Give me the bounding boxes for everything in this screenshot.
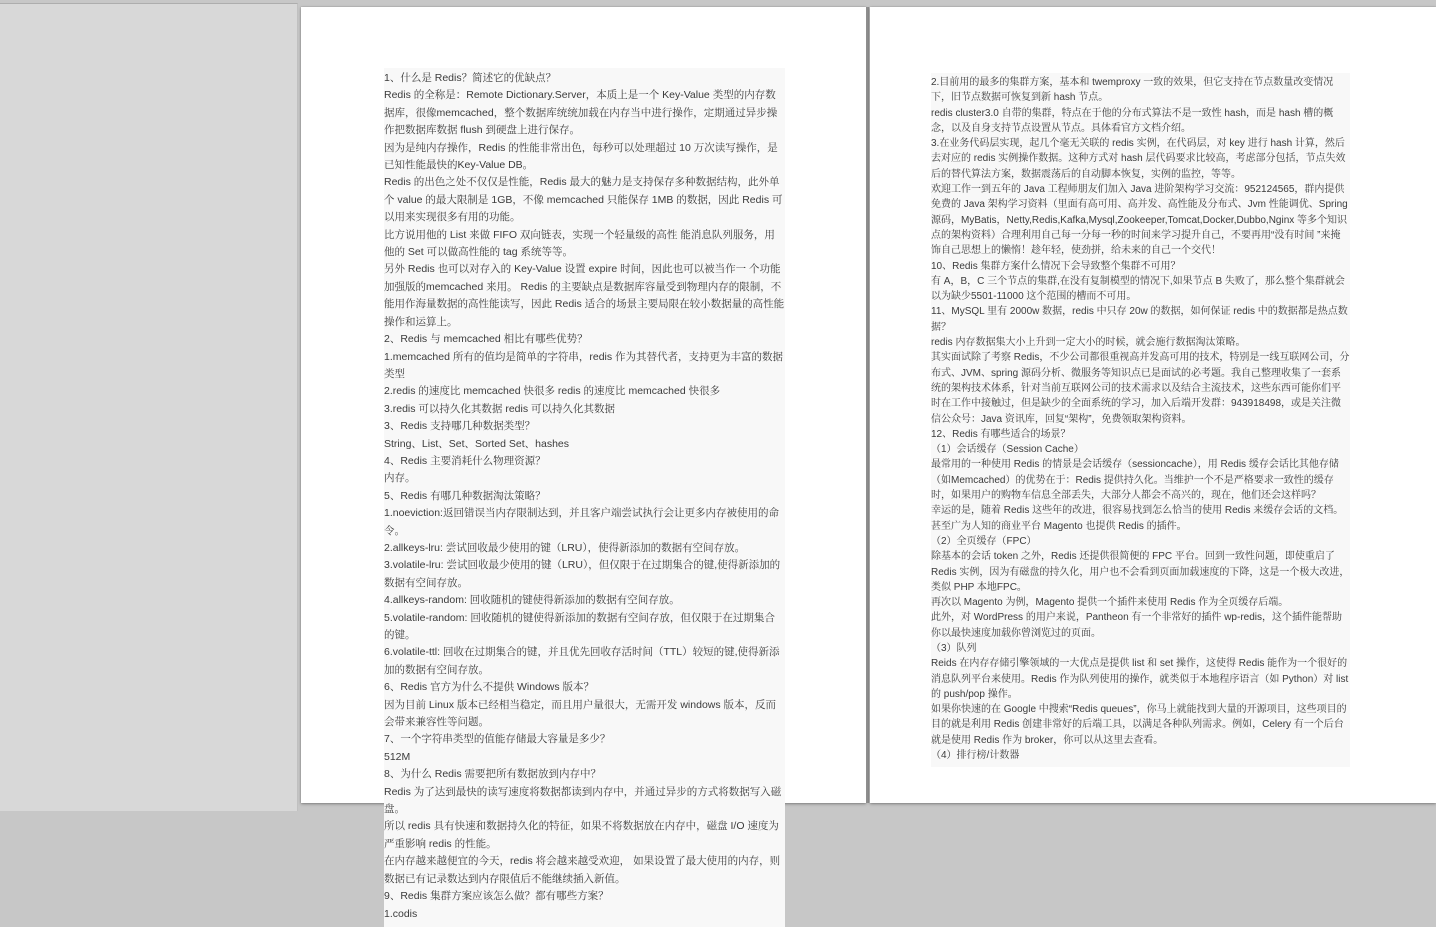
paragraph: （1）会话缓存（Session Cache） xyxy=(931,444,1084,456)
paragraph: 如果你快速的在 Google 中搜索“Redis queues”，你马上就能找到大量的开源项目，这些项目的目的就是利用 Redis 创建非常好的后端工具，以满足各种队列需求。例如，Celery 有一个后台就是使用 Redis 作为 broker，你可以从这里去查看。 xyxy=(931,704,1347,746)
paragraph: 1.noeviction:返回错误当内存限制达到，并且客户端尝试执行会让更多内存被使用的命令。 xyxy=(384,507,779,537)
paragraph: 1.memcached 所有的值均是简单的字符串，redis 作为其替代者，支持更为丰富的数据类型 xyxy=(384,350,784,380)
paragraph: 2、Redis 与 memcached 相比有哪些优势？ xyxy=(384,333,588,346)
page-divider xyxy=(866,7,869,803)
paragraph: 4、Redis 主要消耗什么物理资源？ xyxy=(384,454,546,467)
document-page-1[interactable] xyxy=(301,7,866,920)
paragraph: 欢迎工作一到五年的 Java 工程师朋友们加入 Java 进阶架构学习交流：952124565，群内提供免费的 Java 架构学习资料（里面有高可用、高并发、高性能及分布式、Jvm 性能调优、Spring 源码，MyBatis，Netty,Redis,Kafka,Mysql,Zookeeper,Tomcat,Docker,Dubbo,Nginx 等多个知识点的架构资料）合理利用自己每一分每一秒的时间来学习提升自己，不要再用“没有时间 ”来掩饰自己思想上的懒惰！趁年轻，使劲拼，给未来的自己一个交代！ xyxy=(931,184,1351,257)
paragraph: Redis 的出色之处不仅仅是性能，Redis 最大的魅力是支持保存多种数据结构，此外单个 value 的最大限制是 1GB，不像 memcached 只能保存 1MB 的数据，因此 Redis 可以用来实现很多有用的功能。 xyxy=(384,176,783,224)
paragraph: 5、Redis 有哪几种数据淘汰策略？ xyxy=(384,489,546,502)
paragraph: 3.volatile-lru: 尝试回收最少使用的键（LRU），但仅限于在过期集合的键,使得新添加的数据有空间存放。 xyxy=(384,559,781,589)
paragraph: Reids 在内存存储引擎领域的一大优点是提供 list 和 set 操作，这使得 Redis 能作为一个很好的消息队列平台来使用。Redis 作为队列使用的操作，就类似于本地程序语言（如 Python）对 list 的 push/pop 操作。 xyxy=(931,658,1352,700)
paragraph: （3）队列 xyxy=(931,642,977,654)
paragraph: 6.volatile-ttl: 回收在过期集合的键，并且优先回收存活时间（TTL）较短的键,使得新添加的数据有空间存放。 xyxy=(384,646,780,676)
paragraph: 有 A，B，C 三个节点的集群,在没有复制模型的情况下,如果节点 B 失败了，那么整个集群就会以为缺少5501-11000 这个范围的槽而不可用。 xyxy=(931,275,1345,303)
paragraph: 3.在业务代码层实现，起几个毫无关联的 redis 实例，在代码层，对 key 进行 hash 计算，然后去对应的 redis 实例操作数据。这种方式对 hash 层代码要求比较高，考虑部分包括，节点失效后的替代算法方案，数据震荡后的自动脚本恢复，实例的监控，等等。 xyxy=(931,138,1346,180)
paragraph: （2）全页缓存（FPC） xyxy=(931,535,1037,547)
paragraph: Redis 的全称是：Remote Dictionary.Server，本质上是一个 Key-Value 类型的内存数据库，很像memcached，整个数据库统统加载在内存当中进行操作，定期通过异步操作把数据库数据 flush 到硬盘上进行保存。 xyxy=(384,89,778,137)
paragraph: 内存。 xyxy=(384,472,416,485)
paragraph: 11、MySQL 里有 2000w 数据，redis 中只存 20w 的数据，如何保证 redis 中的数据都是热点数据？ xyxy=(931,306,1348,333)
paragraph: 所以 redis 具有快速和数据持久化的特征，如果不将数据放在内存中，磁盘 I/O 速度为严重影响 redis 的性能。 xyxy=(384,820,779,850)
paragraph: 另外 Redis 也可以对存入的 Key-Value 设置 expire 时间，因此也可以被当作一 个功能加强版的memcached 来用。 Redis 的主要缺点是数据库容量受到物理内存的限制，不能用作海量数据的高性能读写，因此 Redis 适合的场景主要局限在较小数据量的高性能操作和运算上。 xyxy=(384,263,785,328)
paragraph: 5.volatile-random: 回收随机的键使得新添加的数据有空间存放，但仅限于在过期集合的键。 xyxy=(384,611,775,641)
paragraph: String、List、Set、Sorted Set、hashes xyxy=(384,437,570,450)
paragraph: 再次以 Magento 为例，Magento 提供一个插件来使用 Redis 作为全页缓存后端。 xyxy=(931,597,1289,609)
paragraph: 3、Redis 支持哪几种数据类型？ xyxy=(384,420,536,433)
paragraph: 12、Redis 有哪些适合的场景？ xyxy=(931,428,1071,440)
paragraph: 除基本的会话 token 之外，Redis 还提供很简便的 FPC 平台。回到一致性问题，即使重启了 Redis 实例，因为有磁盘的持久化，用户也不会看到页面加载速度的下降，这是一个极大改进，类似 PHP 本地FPC。 xyxy=(931,551,1350,593)
paragraph: 因为是纯内存操作，Redis 的性能非常出色，每秒可以处理超过 10 万次读写操作，是已知性能最快的Key-Value DB。 xyxy=(384,141,778,172)
paragraph: 3.redis 可以持久化其数据 redis 可以持久化其数据 xyxy=(384,402,616,415)
paragraph: 10、Redis 集群方案什么情况下会导致整个集群不可用？ xyxy=(931,260,1181,272)
paragraph: 因为目前 Linux 版本已经相当稳定，而且用户量很大，无需开发 windows 版本，反而会带来兼容性等问题。 xyxy=(384,698,777,729)
paragraph: 2.目前用的最多的集群方案，基本和 twemproxy 一致的效果，但它支持在节点数量改变情况下，旧节点数据可恢复到新 hash 节点。 xyxy=(931,77,1334,104)
paragraph: 其实面试除了考察 Redis，不少公司都很重视高并发高可用的技术，特别是一线互联网公司，分布式、JVM、spring 源码分析、微服务等知识点已是面试的必考题。我自己整理收集了一套系统的架构技术体系，针对当前互联网公司的技术需求以及结合主流技术，这些东西可能你们平时在工作中接触过，但是缺少的全面系统的学习，加入后端开发群：943918498，或是关注微信公众号：Java 资讯库，回复“架构”，免费领取架构资料。 xyxy=(931,352,1350,425)
paragraph: 9、Redis 集群方案应该怎么做？都有哪些方案？ xyxy=(384,890,609,903)
document-page-2[interactable] xyxy=(870,7,1436,803)
paragraph: 7、一个字符串类型的值能存储最大容量是多少？ xyxy=(384,733,611,746)
paragraph: 6、Redis 官方为什么不提供 Windows 版本？ xyxy=(384,681,595,694)
paragraph: 2.allkeys-lru: 尝试回收最少使用的键（LRU），使得新添加的数据有空间存放。 xyxy=(384,541,746,554)
paragraph: Redis 为了达到最快的读写速度将数据都读到内存中，并通过异步的方式将数据写入磁盘。 xyxy=(384,785,782,816)
paragraph: redis cluster3.0 自带的集群，特点在于他的分布式算法不是一致性 hash，而是 hash 槽的概念，以及自身支持节点设置从节点。具体看官方文档介绍。 xyxy=(931,107,1334,134)
paragraph: 2.redis 的速度比 memcached 快很多 redis 的速度比 memcached 快很多 xyxy=(384,385,721,398)
page-1-text-block xyxy=(384,68,785,927)
paragraph: 8、为什么 Redis 需要把所有数据放到内存中？ xyxy=(384,768,602,781)
page-2-text-block xyxy=(931,73,1350,767)
viewer-side-panel xyxy=(0,3,298,811)
paragraph: 1.codis xyxy=(384,907,418,920)
paragraph: 比方说用他的 List 来做 FIFO 双向链表，实现一个轻量级的高性 能消息队列服务，用他的 Set 可以做高性能的 tag 系统等等。 xyxy=(384,228,775,259)
paragraph: 最常用的一种使用 Redis 的情景是会话缓存（sessioncache），用 Redis 缓存会话比其他存储（如Memcached）的优势在于：Redis 提供持久化。当维护一个不是严格要求一致性的缓存时，如果用户的购物车信息全部丢失，大部分人都会不高兴的，现在，他们还会这样吗？ xyxy=(931,459,1339,502)
paragraph: redis 内存数据集大小上升到一定大小的时候，就会施行数据淘汰策略。 xyxy=(931,337,1246,349)
paragraph: 在内存越来越便宜的今天，redis 将会越来越受欢迎， 如果设置了最大使用的内存，则数据已有记录数达到内存限值后不能继续插入新值。 xyxy=(384,855,781,885)
paragraph: 1、什么是 Redis？简述它的优缺点？ xyxy=(384,72,557,84)
paragraph: 4.allkeys-random: 回收随机的键使得新添加的数据有空间存放。 xyxy=(384,594,680,607)
paragraph: 幸运的是，随着 Redis 这些年的改进，很容易找到怎么恰当的使用 Redis 来缓存会话的文档。甚至广为人知的商业平台 Magento 也提供 Redis 的插件。 xyxy=(931,505,1344,532)
paragraph: 512M xyxy=(384,750,411,763)
paragraph: （4）排行榜/计数器 xyxy=(931,750,1020,762)
paragraph: 此外，对 WordPress 的用户来说，Pantheon 有一个非常好的插件 wp-redis，这个插件能帮助你以最快速度加载你曾浏览过的页面。 xyxy=(931,612,1342,639)
